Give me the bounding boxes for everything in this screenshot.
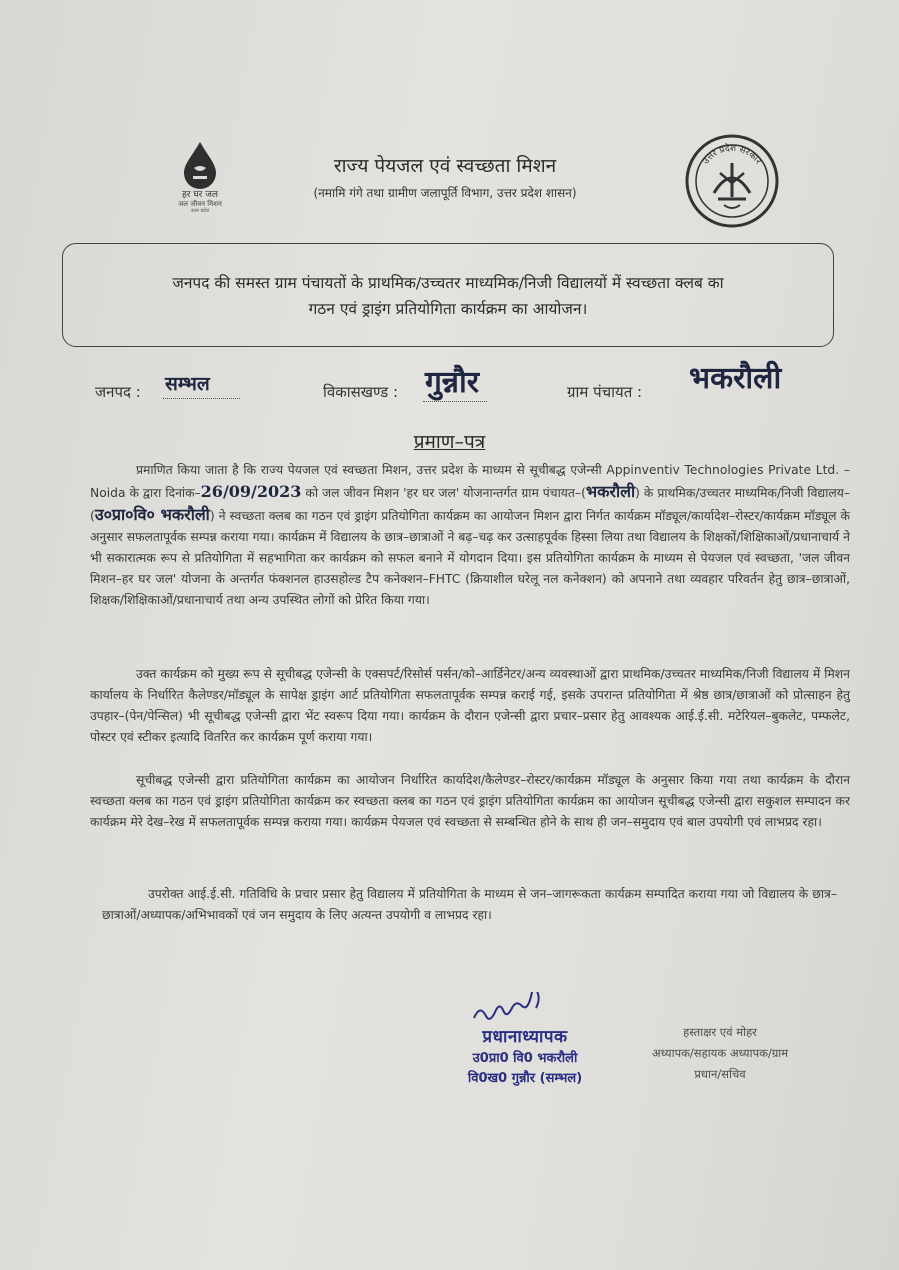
signature-caption	[620, 1022, 820, 1085]
up-government-emblem-icon	[684, 133, 780, 229]
certificate-paragraph-3: सूचीबद्ध एजेन्सी द्वारा प्रतियोगिता कार्यक्रम का आयोजन निर्धारित कार्यादेश/कैलेण्डर–रोस्टर/कार्यक्रम मॉड्यूल के अनुसार किया गया तथा कार्यक्रम के दौरान स्वच्छता क्लब का गठन एवं ड्राइंग प्रतियोगिता कार्यक्रम कर स्वच्छता क्लब का गठन एवं ड्राइंग प्रतियोगिता कार्यक्रम का आयोजन सूचीबद्ध एजेन्सी द्वारा सकुशल सम्पादन कर कार्यक्रम मेरे देख–रेख में सफलतापूर्वक सम्पन्न कराया गया। कार्यक्रम पेयजल एवं स्वच्छता से सम्बन्धित होने के साथ ही जन–समुदाय एवं बाल उपयोगी एवं लाभप्रद रहा।	[90, 773, 850, 829]
headmaster-stamp	[420, 992, 630, 1102]
certificate-paragraph-1	[90, 460, 850, 611]
school-name: उ०प्रा०वि० भकरौली	[94, 505, 210, 524]
signature-caption-line-2: अध्यापक/सहायक अध्यापक/ग्राम	[651, 1046, 789, 1060]
block-label: विकासखण्ड :	[323, 383, 399, 401]
mission-subtitle: (नमामि गंगे तथा ग्रामीण जलापूर्ति विभाग, उत्तर प्रदेश शासन)	[313, 186, 577, 200]
certificate-paragraph-4: उपरोक्त आई.ई.सी. गतिविधि के प्रचार प्रसार हेतु विद्यालय में प्रतियोगिता के माध्यम से जन–जागरूकता कार्यक्रम सम्पादित कराया गया जो विद्यालय के छात्र–छात्राओं/अध्यापक/अभिभावकों एवं जन समुदाय के लिए अत्यन्त उपयोगी व लाभप्रद रहा।	[102, 887, 837, 922]
para1-text-d: ) ने स्वच्छता क्लब का गठन एवं ड्राइंग प्रतियोगिता कार्यक्रम का आयोजन मिशन द्वारा निर्गत कार्यक्रम मॉड्यूल/कार्यादेश–रोस्टर/कार्यक्रम मॉड्यूल के अनुसार सफलतापूर्वक सम्पन्न कराया गया। कार्यक्रम में विद्यालय के छात्र–छात्राओं ने बढ़–चढ़ कर उत्साहपूर्वक हिस्सा लिया तथा विद्यालय के शिक्षकों/शिक्षिकाओं/प्रधानाचार्य ने भी सकारात्मक रूप से प्रतियोगिता में सहभागिता कर कार्यक्रम को सफल बनाने में योगदान दिया। इस प्रतियोगिता कार्यक्रम के माध्यम से पेयजल एवं स्वच्छता, 'जल जीवन मिशन–हर घर जल' योजना के अन्तर्गत फंक्शनल हाउसहोल्ड टैप कनेक्शन–FHTC (क्रियाशील घरेलू नल कनेक्शन) को अपनाने तथा व्यवहार परिवर्तन हेतु छात्र–छात्राओं, शिक्षक/शिक्षिकाओं/प्रधानाचार्य तथा अन्य उपस्थित लोगों को प्रेरित किया गया।	[90, 509, 850, 607]
stamp-line-2: उ0प्रा0 वि0 भकरौली	[472, 1051, 578, 1066]
har-ghar-jal-logo	[160, 140, 240, 230]
program-date: 26/09/2023	[200, 482, 302, 501]
mission-title-block	[285, 152, 605, 201]
subject-line-1: जनपद की समस्त ग्राम पंचायतों के प्राथमिक/उच्चतर माध्यमिक/निजी विद्यालयों में स्वच्छता क्लब का	[172, 274, 724, 292]
logo-line-3: उत्तर प्रदेश	[190, 208, 210, 214]
gram-panchayat-name: भकरौली	[585, 482, 636, 501]
district-label: जनपद :	[95, 383, 141, 401]
subject-line-2: गठन एवं ड्राइंग प्रतियोगिता कार्यक्रम का आयोजन।	[308, 300, 588, 318]
signature-scribble	[470, 992, 560, 1026]
para1-text-c: ) के प्राथमिक/उच्चतर माध्यमिक/निजी विद्यालय–(	[90, 486, 850, 523]
district-value: सम्भल	[163, 370, 240, 399]
logo-line-2: जल जीवन मिशन	[178, 200, 222, 208]
stamp-line-1: प्रधानाध्यापक	[482, 1027, 568, 1047]
signature-caption-line-3: प्रधान/सचिव	[694, 1067, 746, 1081]
mission-title: राज्य पेयजल एवं स्वच्छता मिशन	[333, 155, 557, 177]
certificate-title: प्रमाण–पत्र	[413, 431, 486, 453]
signature-caption-line-1: हस्ताक्षर एवं मोहर	[683, 1025, 757, 1039]
para1-text-a: प्रमाणित किया जाता है कि राज्य पेयजल एवं स्वच्छता मिशन, उत्तर प्रदेश के माध्यम से सूचीबद्ध एजेन्सी Appinventiv Technologies Private Ltd. – Noida के द्वारा दिनांक–	[90, 463, 850, 500]
location-fields	[95, 356, 875, 406]
svg-text:उत्तर प्रदेश सरकार: उत्तर प्रदेश सरकार	[701, 143, 763, 167]
panchayat-value: भकरौली	[689, 361, 782, 396]
logo-line-1: हर घर जल	[182, 190, 218, 200]
para1-text-b: को जल जीवन मिशन 'हर घर जल' योजनान्तर्गत ग्राम पंचायत–(	[301, 486, 586, 500]
water-drop-icon	[180, 140, 220, 190]
subject-heading-box	[62, 243, 834, 347]
block-value: गुन्नौर	[423, 360, 487, 402]
panchayat-label: ग्राम पंचायत :	[567, 383, 643, 401]
certificate-paragraph-2: उक्त कार्यक्रम को मुख्य रूप से सूचीबद्ध एजेन्सी के एक्सपर्ट/रिसोर्स पर्सन/को–आर्डिनेटर/अन्य व्यवस्थाओं द्वारा प्राथमिक/उच्चतर माध्यमिक/निजी विद्यालय में मिशन कार्यालय के निर्धारित कैलेण्डर/मॉड्यूल के सापेक्ष ड्राइंग आर्ट प्रतियोगिता सफलतापूर्वक सम्पन्न कराई गई, इसके उपरान्त प्रतियोगिता में श्रेष्ठ छात्र/छात्राओं को प्रोत्साहन हेतु उपहार–(पेन/पेन्सिल) भी सूचीबद्ध एजेन्सी द्वारा भेंट स्वरूप दिया गया। कार्यक्रम के दौरान एजेन्सी द्वारा प्रचार–प्रसार हेतु आवश्यक आई.ई.सी. मटेरियल–बुकलेट, पम्फलेट, पोस्टर एवं स्टीकर इत्यादि वितरित कर कार्यक्रम पूर्ण कराया गया।	[90, 667, 850, 744]
stamp-line-3: वि0ख0 गुन्नौर (सम्भल)	[467, 1071, 583, 1086]
